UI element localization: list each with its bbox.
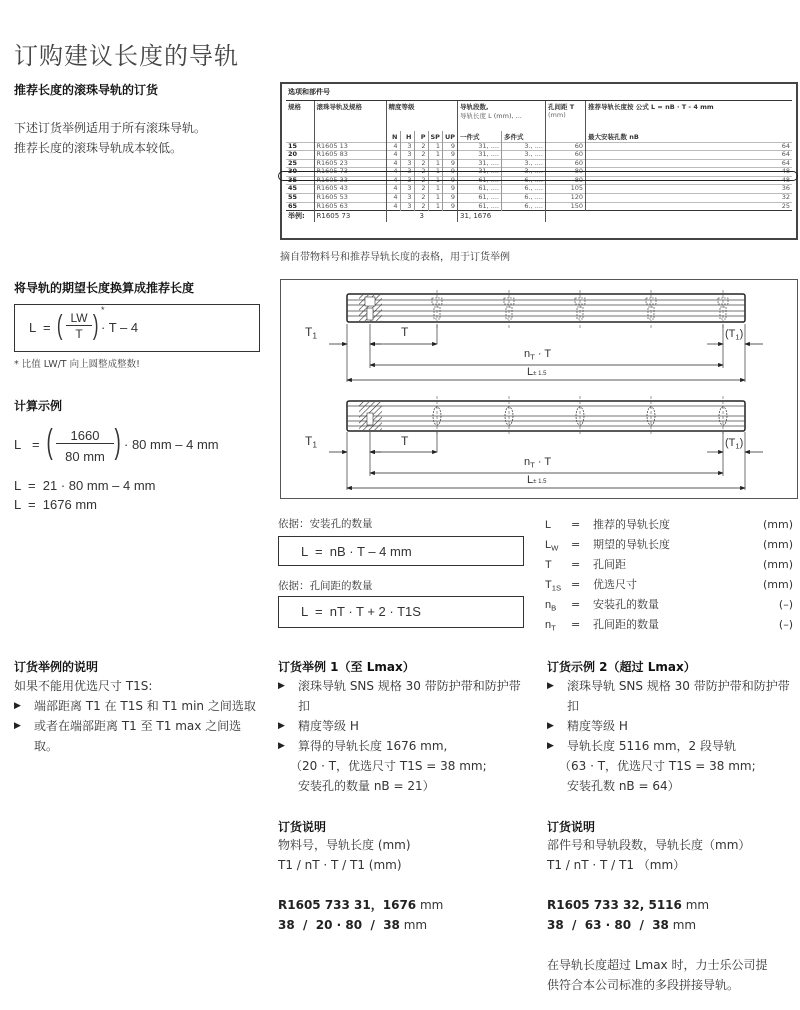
cell-rail: R1605 53	[314, 194, 386, 203]
dim-label-l	[527, 366, 546, 378]
cell-p: 2	[414, 202, 428, 211]
header-pitch-label: 孔间距 T	[548, 103, 575, 111]
formula-eq: =	[43, 320, 51, 335]
dim-l-tol: ± 1.5	[533, 371, 547, 377]
example2-code-unit: mm	[685, 898, 710, 912]
legend-symbol	[545, 615, 571, 635]
spec-table	[280, 82, 798, 240]
legend-symbol-text: n	[545, 619, 552, 631]
dim-t1-text: T	[305, 325, 313, 339]
legend-equals: =	[571, 618, 581, 631]
by-pitch-box	[278, 596, 524, 628]
dim-label-l-b	[527, 474, 546, 486]
cell-h: 3	[400, 176, 414, 185]
example2-note-2: 供符合本公司标准的多段拼接导轨。	[547, 978, 740, 992]
cell-n: 4	[386, 159, 400, 168]
calc-heading: 计算示例	[14, 399, 63, 413]
cell-one: 61, ....	[458, 185, 502, 194]
explanation-item	[14, 716, 264, 756]
cell-up: 9	[442, 185, 457, 194]
legend-equals: =	[571, 578, 581, 591]
example2-note-1: 在导轨长度超过 Lmax 时，力士乐公司提	[547, 958, 768, 972]
cell-multi: 6., ....	[502, 176, 546, 185]
legend-symbol-text: T	[545, 579, 552, 591]
cell-nb: 64	[586, 151, 793, 160]
header-segments-line1: 导轨段数,	[460, 103, 489, 111]
cell-nb: 25	[586, 202, 793, 211]
cell-rail: R1605 13	[314, 142, 386, 151]
example2-item-text: 导轨长度 5116 mm，2 段导轨	[567, 739, 736, 753]
dim-t1p-sub: 1	[735, 332, 740, 342]
cell-rail: R1605 73	[314, 168, 386, 177]
legend-desc: 期望的导轨长度	[593, 538, 670, 551]
bullet-icon: ▶	[278, 741, 285, 751]
calc-line-1	[14, 425, 264, 469]
cell-n: 4	[386, 142, 400, 151]
cell-t: 60	[546, 142, 586, 151]
cell-t: 150	[546, 202, 586, 211]
dim-t1b-sub: 1	[312, 439, 318, 450]
cell-n: 4	[386, 151, 400, 160]
header-acc-p: P	[414, 131, 428, 143]
example2-item	[547, 736, 797, 756]
formula-tail: · T – 4	[101, 320, 139, 335]
calc-num: 1660	[56, 428, 114, 444]
formula-lhs: L	[29, 320, 37, 335]
example2-order-heading: 订货说明	[547, 820, 596, 834]
formula-star: *	[101, 305, 105, 315]
example1-item	[278, 736, 528, 756]
cell-up: 9	[442, 194, 457, 203]
legend-unit: (–)	[778, 618, 793, 631]
cell-up: 9	[442, 151, 457, 160]
example1-order-line1: 物料号，导轨长度 (mm)	[278, 838, 411, 852]
legend-symbol	[545, 515, 571, 535]
explanation-heading: 订货举例的说明	[14, 660, 99, 674]
paren-right: )	[92, 309, 99, 340]
calc-den: 80 mm	[65, 449, 105, 464]
header-accuracy: 精度等级	[386, 101, 458, 131]
cell-size: 20	[286, 151, 314, 160]
example1-order-heading: 订货说明	[278, 820, 327, 834]
dim-label-t1-b	[305, 434, 317, 450]
dim-t1-sub: 1	[312, 330, 318, 341]
symbol-legend	[545, 515, 793, 635]
header-pitch	[546, 101, 586, 131]
header-segments-line2: 导轨长度 L (mm), ...	[460, 112, 522, 120]
paren-left: (	[56, 309, 63, 340]
conversion-note: * 比值 LW/T 向上圆整成整数!	[14, 359, 140, 370]
example1-item	[278, 676, 528, 716]
example1-list	[278, 676, 528, 756]
legend-symbol-sub: B	[551, 603, 557, 613]
cell-nb: 64	[586, 142, 793, 151]
bullet-icon: ▶	[278, 721, 285, 731]
by-pitch-label: 依据：孔间距的数量	[278, 580, 373, 592]
example-label: 举例:	[286, 211, 314, 223]
header-segments	[458, 101, 546, 131]
cell-up: 9	[442, 202, 457, 211]
header-max-holes: 最大安装孔数 nB	[586, 131, 793, 143]
legend-unit: (mm)	[762, 518, 793, 531]
cell-t: 120	[546, 194, 586, 203]
dim-nt-sub: T	[530, 352, 535, 362]
cell-size: 30	[286, 168, 314, 177]
formula-den: T	[75, 327, 83, 341]
cell-sp: 1	[428, 142, 442, 151]
legend-row	[545, 595, 793, 615]
legend-row	[545, 555, 793, 575]
cell-size: 15	[286, 142, 314, 151]
dim-label-t1-paren	[725, 328, 743, 341]
dim-label-nt-b	[524, 456, 551, 469]
example1-order-code	[278, 895, 443, 915]
legend-unit: (mm)	[762, 578, 793, 591]
example-accuracy: 3	[386, 211, 458, 223]
explanation-item	[14, 696, 264, 716]
calc-line-3: L = 1676 mm	[14, 497, 97, 512]
bullet-icon: ▶	[547, 681, 554, 691]
legend-symbol	[545, 535, 571, 555]
example2-order-dims	[547, 915, 696, 935]
example2-dims-unit: mm	[672, 918, 697, 932]
legend-symbol-text: L	[545, 539, 552, 551]
example1-detail-2: 安装孔的数量 nB = 21）	[298, 779, 435, 793]
bullet-icon: ▶	[547, 721, 554, 731]
by-holes-label: 依据：安装孔的数量	[278, 518, 373, 530]
legend-row	[545, 515, 793, 535]
header-acc-n: N	[386, 131, 400, 143]
legend-unit: (mm)	[762, 538, 793, 551]
cell-n: 4	[386, 194, 400, 203]
cell-up: 9	[442, 176, 457, 185]
dim-label-t-b: T	[401, 434, 409, 448]
cell-n: 4	[386, 176, 400, 185]
legend-unit: (–)	[778, 598, 793, 611]
table-row	[286, 151, 792, 160]
legend-symbol-text: L	[545, 519, 552, 531]
cell-sp: 1	[428, 168, 442, 177]
cell-multi: 3., ....	[502, 168, 546, 177]
dim-t1p-end: )	[739, 328, 744, 340]
intro-line: 推荐长度的滚珠导轨成本较低。	[14, 141, 183, 155]
table-caption: 摘自带物料号和推荐导轨长度的表格，用于订货举例	[280, 252, 510, 263]
cell-t: 60	[546, 151, 586, 160]
dim-label-nt	[524, 348, 551, 361]
example2-order-line1: 部件号和导轨段数，导轨长度（mm）	[547, 838, 751, 852]
cell-t: 105	[546, 185, 586, 194]
cell-one: 61, ....	[458, 194, 502, 203]
legend-desc: 推荐的导轨长度	[593, 518, 670, 531]
legend-symbol	[545, 555, 571, 575]
dim-t1pb-text: (T	[725, 437, 736, 449]
cell-rail: R1605 43	[314, 185, 386, 194]
dim-t1p-text: (T	[725, 328, 736, 340]
header-multi-piece: 多件式	[502, 131, 546, 143]
cell-one: 61, ....	[458, 202, 502, 211]
bullet-icon: ▶	[547, 741, 554, 751]
example2-item-text: 滚珠导轨 SNS 规格 30 带防护带和防护带扣	[567, 679, 790, 713]
cell-p: 2	[414, 168, 428, 177]
explanation-intro: 如果不能用优选尺寸 T1S:	[14, 679, 153, 693]
example2-item	[547, 676, 797, 716]
cell-size: 65	[286, 202, 314, 211]
example2-heading: 订货示例 2（超过 Lmax）	[547, 660, 696, 674]
legend-symbol	[545, 575, 571, 595]
legend-symbol	[545, 595, 571, 615]
example1-item-text: 滚珠导轨 SNS 规格 30 带防护带和防护带扣	[298, 679, 521, 713]
header-acc-up: UP	[442, 131, 457, 143]
cell-up: 9	[442, 142, 457, 151]
table-title: 选项和部件号	[288, 88, 330, 96]
dim-lb-text: L	[527, 474, 534, 486]
calc-lhs: L	[14, 437, 22, 452]
calc-line-2: L = 21 · 80 mm – 4 mm	[14, 478, 156, 493]
cell-up: 9	[442, 168, 457, 177]
legend-row	[545, 615, 793, 635]
cell-size: 25	[286, 159, 314, 168]
dim-ntb-sub: T	[530, 460, 535, 470]
header-rec-formula: 推荐导轨长度按 公式 L = nB · T - 4 mm	[586, 101, 793, 131]
example1-dims-text: 38 / 20 · 80 / 38	[278, 918, 400, 932]
legend-symbol-text: n	[545, 599, 552, 611]
example1-heading: 订货举例 1（至 Lmax）	[278, 660, 415, 674]
dim-label-t1	[305, 325, 317, 341]
header-rail: 滚珠导轨及规格	[314, 101, 386, 143]
section-heading: 推荐长度的滚珠导轨的订货	[14, 83, 159, 97]
legend-desc: 孔间距	[593, 558, 626, 571]
table-row	[286, 202, 792, 211]
cell-p: 2	[414, 194, 428, 203]
cell-multi: 6., ....	[502, 194, 546, 203]
rail-top	[347, 290, 745, 328]
example-segments: 31, 1676	[458, 211, 546, 223]
example1-item-text: 精度等级 H	[298, 719, 359, 733]
dim-t1pb-sub: 1	[735, 441, 740, 451]
cell-nb: 36	[586, 185, 793, 194]
cell-h: 3	[400, 194, 414, 203]
cell-sp: 1	[428, 151, 442, 160]
dim-ntb-text: n	[524, 456, 531, 468]
rail-diagram	[280, 279, 798, 499]
explanation-list	[14, 696, 264, 756]
dim-t1b-text: T	[305, 434, 313, 448]
legend-symbol-sub: W	[551, 543, 559, 553]
legend-symbol-text: T	[545, 559, 552, 571]
legend-unit: (mm)	[762, 558, 793, 571]
cell-p: 2	[414, 185, 428, 194]
dim-l-text: L	[527, 366, 534, 378]
cell-h: 3	[400, 151, 414, 160]
cell-n: 4	[386, 168, 400, 177]
example2-item-text: 精度等级 H	[567, 719, 628, 733]
legend-symbol-sub: T	[551, 623, 556, 633]
by-holes-box	[278, 536, 524, 566]
cell-one: 31, ....	[458, 168, 502, 177]
cell-n: 4	[386, 202, 400, 211]
cell-rail: R1605 83	[314, 151, 386, 160]
cell-up: 9	[442, 159, 457, 168]
legend-symbol-sub: 1S	[551, 583, 562, 593]
example1-item	[278, 716, 528, 736]
cell-nb: 32	[586, 194, 793, 203]
calc-eq: =	[32, 437, 40, 452]
cell-nb: 64	[586, 159, 793, 168]
cell-size: 35	[286, 176, 314, 185]
cell-size: 55	[286, 194, 314, 203]
cell-multi: 3., ....	[502, 159, 546, 168]
dim-label-t: T	[401, 325, 409, 339]
cell-sp: 1	[428, 176, 442, 185]
example2-code-text: R1605 733 32, 5116	[547, 898, 682, 912]
cell-sp: 1	[428, 202, 442, 211]
bullet-icon: ▶	[14, 721, 21, 731]
legend-equals: =	[571, 558, 581, 571]
dim-t1pb-end: )	[739, 437, 744, 449]
cell-h: 3	[400, 202, 414, 211]
cell-nb: 48	[586, 176, 793, 185]
conversion-heading: 将导轨的期望长度换算成推荐长度	[14, 281, 195, 295]
dim-nt-tail: · T	[534, 348, 552, 360]
conversion-formula-box	[14, 304, 260, 352]
cell-one: 31, ....	[458, 159, 502, 168]
calc-paren-right: )	[114, 423, 121, 461]
cell-h: 3	[400, 142, 414, 151]
cell-sp: 1	[428, 194, 442, 203]
example1-dims-unit: mm	[403, 918, 428, 932]
dim-lb-tol: ± 1.5	[533, 479, 547, 485]
cell-n: 4	[386, 185, 400, 194]
cell-p: 2	[414, 159, 428, 168]
cell-one: 31, ....	[458, 142, 502, 151]
header-pitch-unit: (mm)	[548, 111, 566, 119]
rail-bottom	[347, 396, 745, 436]
cell-multi: 3., ....	[502, 151, 546, 160]
cell-nb: 48	[586, 168, 793, 177]
example1-code-unit: mm	[419, 898, 444, 912]
legend-desc: 孔间距的数量	[593, 618, 659, 631]
example2-detail-1: （63 · T，优选尺寸 T1S = 38 mm;	[559, 759, 756, 773]
example2-dims-text: 38 / 63 · 80 / 38	[547, 918, 669, 932]
legend-row	[545, 575, 793, 595]
example1-item-text: 算得的导轨长度 1676 mm,	[298, 739, 448, 753]
legend-equals: =	[571, 518, 581, 531]
example-rail: R1605 73	[314, 211, 386, 223]
cell-sp: 1	[428, 185, 442, 194]
intro-line: 下述订货举例适用于所有滚珠导轨。	[14, 121, 207, 135]
header-size: 规格	[286, 101, 314, 143]
cell-p: 2	[414, 176, 428, 185]
bullet-icon: ▶	[14, 701, 21, 711]
example-row	[286, 211, 792, 223]
cell-h: 3	[400, 168, 414, 177]
table-row	[286, 194, 792, 203]
cell-multi: 6., ....	[502, 185, 546, 194]
header-acc-sp: SP	[428, 131, 442, 143]
cell-h: 3	[400, 185, 414, 194]
cell-multi: 3., ....	[502, 142, 546, 151]
formula-num	[66, 311, 92, 326]
explanation-item-text: 或者在端部距离 T1 至 T1 max 之间选取。	[34, 719, 242, 753]
cell-h: 3	[400, 159, 414, 168]
by-holes-formula: L = nB · T – 4 mm	[301, 544, 412, 559]
example2-order-code	[547, 895, 709, 915]
calc-paren-left: (	[46, 423, 53, 461]
page-title: 订购建议长度的导轨	[14, 42, 239, 70]
explanation-item-text: 端部距离 T1 在 T1S 和 T1 min 之间选取	[34, 699, 256, 713]
example2-list	[547, 676, 797, 756]
spec-table-grid	[286, 100, 792, 222]
header-one-piece: 一件式	[458, 131, 502, 143]
example2-order-line2: T1 / nT · T / T1 （mm）	[547, 858, 686, 872]
cell-rail: R1605 63	[314, 202, 386, 211]
cell-rail: R1605 33	[314, 176, 386, 185]
formula-num-text: LW	[70, 311, 88, 325]
dim-ntb-tail: · T	[534, 456, 552, 468]
intro-text	[14, 118, 206, 158]
legend-equals: =	[571, 598, 581, 611]
example2-detail-2: 安装孔数 nB = 64）	[567, 779, 680, 793]
cell-p: 2	[414, 142, 428, 151]
example1-order-line2: T1 / nT · T / T1 (mm)	[278, 858, 402, 872]
cell-t: 60	[546, 159, 586, 168]
example1-code-text: R1605 733 31，1676	[278, 898, 417, 912]
cell-t: 80	[546, 176, 586, 185]
example2-item	[547, 716, 797, 736]
cell-p: 2	[414, 151, 428, 160]
cell-multi: 6., ....	[502, 202, 546, 211]
header-acc-h: H	[400, 131, 414, 143]
bullet-icon: ▶	[278, 681, 285, 691]
cell-one: 31, ....	[458, 151, 502, 160]
dim-label-t1-paren-b	[725, 437, 743, 450]
dim-nt-text: n	[524, 348, 531, 360]
calc-tail: · 80 mm – 4 mm	[124, 437, 219, 452]
legend-desc: 安装孔的数量	[593, 598, 659, 611]
legend-desc: 优选尺寸	[593, 578, 637, 591]
cell-size: 45	[286, 185, 314, 194]
cell-rail: R1605 23	[314, 159, 386, 168]
by-pitch-formula: L = nT · T + 2 · T1S	[301, 604, 421, 619]
legend-row	[545, 535, 793, 555]
cell-sp: 1	[428, 159, 442, 168]
example1-detail-1: （20 · T，优选尺寸 T1S = 38 mm;	[290, 759, 487, 773]
legend-equals: =	[571, 538, 581, 551]
cell-t: 80	[546, 168, 586, 177]
example1-order-dims	[278, 915, 427, 935]
cell-one: 61, ....	[458, 176, 502, 185]
